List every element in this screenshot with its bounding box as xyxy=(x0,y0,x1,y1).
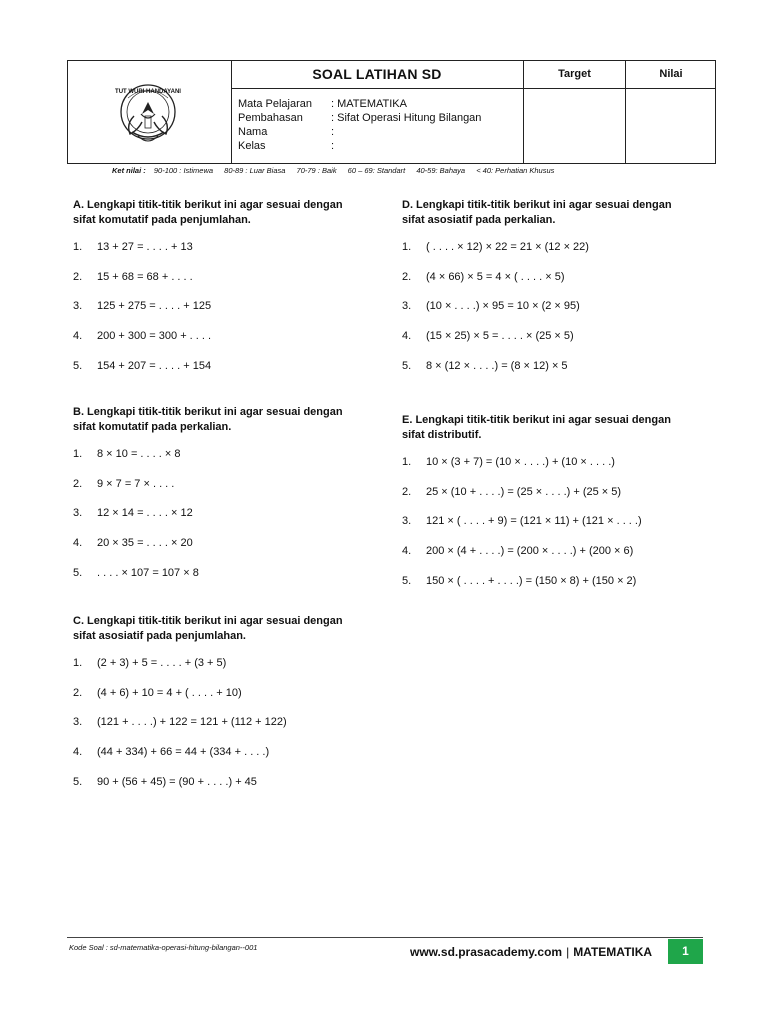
info-key: Nama xyxy=(238,126,268,138)
question-item: 2. 9 × 7 = 7 × . . . . xyxy=(73,477,175,490)
info-block xyxy=(238,97,481,153)
info-key: Mata Pelajaran xyxy=(238,98,312,110)
page-title: SOAL LATIHAN SD xyxy=(312,66,442,82)
question-item: 5. 90 + (56 + 45) = (90 + . . . .) + 45 xyxy=(73,775,257,788)
section-title: E. Lengkapi titik-titik berikut ini agar sesuai dengan sifat distributif. xyxy=(402,414,671,441)
question-item: 2. 25 × (10 + . . . .) = (25 × . . . .) + (25 × 5) xyxy=(402,485,622,498)
logo-text: TUT WURI HANDAYANI xyxy=(115,89,181,95)
section-c xyxy=(73,614,373,805)
footer-divider xyxy=(67,937,703,938)
question-item: 1. 10 × (3 + 7) = (10 × . . . .) + (10 × . . . .) xyxy=(402,456,615,468)
question-item: 3. (121 + . . . .) + 122 = 121 + (112 + 122) xyxy=(73,716,287,729)
question-list xyxy=(73,241,373,389)
question-item: 1. (2 + 3) + 5 = . . . . + (3 + 5) xyxy=(73,657,227,669)
grading-item: 40-59: Bahaya xyxy=(416,166,466,175)
question-item: 4. (15 × 25) × 5 = . . . . × (25 × 5) xyxy=(402,330,574,343)
info-key: Kelas xyxy=(238,140,266,152)
info-value: : xyxy=(331,140,335,152)
website-link[interactable]: www.sd.prasacademy.com xyxy=(410,945,563,959)
info-row xyxy=(238,97,481,111)
question-list xyxy=(73,448,373,596)
info-row xyxy=(238,125,481,139)
question-item: 2. 15 + 68 = 68 + . . . . xyxy=(73,270,193,283)
question-item: 2. (4 × 66) × 5 = 4 × ( . . . . × 5) xyxy=(402,270,565,283)
section-e xyxy=(402,413,702,604)
section-title: B. Lengkapi titik-titik berikut ini agar sesuai dengan sifat komutatif pada perkalian. xyxy=(73,406,343,433)
question-item: 5. 8 × (12 × . . . .) = (8 × 12) × 5 xyxy=(402,359,568,372)
kode-soal: Kode Soal : sd-matematika-operasi-hitung-bilangan--001 xyxy=(69,943,258,952)
info-row xyxy=(238,139,481,153)
question-item: 4. 200 + 300 = 300 + . . . . xyxy=(73,330,212,343)
question-item: 4. 200 × (4 + . . . .) = (200 × . . . .) + (200 × 6) xyxy=(402,545,634,558)
question-item: 3. 125 + 275 = . . . . + 125 xyxy=(73,300,212,313)
grading-item: < 40: Perhatian Khusus xyxy=(476,166,555,175)
question-item: 3. 12 × 14 = . . . . × 12 xyxy=(73,507,193,520)
header-divider xyxy=(231,88,715,89)
question-item: 2. (4 + 6) + 10 = 4 + ( . . . . + 10) xyxy=(73,686,242,699)
grading-item: 60 – 69: Standart xyxy=(347,166,406,175)
info-value: : xyxy=(331,126,335,138)
grading-legend xyxy=(112,166,563,175)
footer-subject: MATEMATIKA xyxy=(573,945,653,959)
question-item: 5. 150 × ( . . . . + . . . .) = (150 × 8) + (150 × 2) xyxy=(402,574,637,587)
question-item: 3. 121 × ( . . . . + 9) = (121 × 11) + (121 × . . . .) xyxy=(402,515,642,528)
question-item: 1. 13 + 27 = . . . . + 13 xyxy=(73,241,193,253)
question-list xyxy=(402,241,702,389)
nilai-label: Nilai xyxy=(659,68,683,80)
grading-legend-label: Ket nilai : xyxy=(112,166,146,175)
page-number: 1 xyxy=(668,939,703,964)
section-title: D. Lengkapi titik-titik berikut ini agar sesuai dengan sifat asosiatif pada perkalian. xyxy=(402,199,672,226)
tut-wuri-handayani-logo xyxy=(108,76,188,154)
question-list xyxy=(73,657,373,805)
question-item: 5. . . . . × 107 = 107 × 8 xyxy=(73,566,199,579)
section-title: C. Lengkapi titik-titik berikut ini agar sesuai dengan sifat asosiatif pada penjumlahan. xyxy=(73,615,343,642)
question-item: 4. (44 + 334) + 66 = 44 + (334 + . . . .) xyxy=(73,746,270,759)
footer-separator: | xyxy=(566,945,570,959)
grading-item: 80-89 : Luar Biasa xyxy=(224,166,286,175)
question-list xyxy=(402,456,702,604)
section-d xyxy=(402,198,702,389)
question-item: 4. 20 × 35 = . . . . × 20 xyxy=(73,537,193,550)
section-title: A. Lengkapi titik-titik berikut ini agar sesuai dengan sifat komutatif pada penjumlahan. xyxy=(73,199,343,226)
info-key: Pembahasan xyxy=(238,112,303,124)
target-label: Target xyxy=(558,68,591,80)
section-a xyxy=(73,198,373,389)
info-row xyxy=(238,111,481,125)
question-item: 1. 8 × 10 = . . . . × 8 xyxy=(73,448,181,460)
grading-item: 90-100 : Istimewa xyxy=(153,166,214,175)
question-item: 3. (10 × . . . .) × 95 = 10 × (2 × 95) xyxy=(402,300,580,313)
section-b xyxy=(73,405,373,596)
info-value: : MATEMATIKA xyxy=(331,98,407,110)
info-value: : Sifat Operasi Hitung Bilangan xyxy=(331,112,482,124)
question-item: 5. 154 + 207 = . . . . + 154 xyxy=(73,359,212,372)
footer-website xyxy=(410,945,652,959)
header-box xyxy=(67,60,716,164)
question-item: 1. ( . . . . × 12) × 22 = 21 × (12 × 22) xyxy=(402,241,589,253)
grading-item: 70-79 : Baik xyxy=(296,166,337,175)
